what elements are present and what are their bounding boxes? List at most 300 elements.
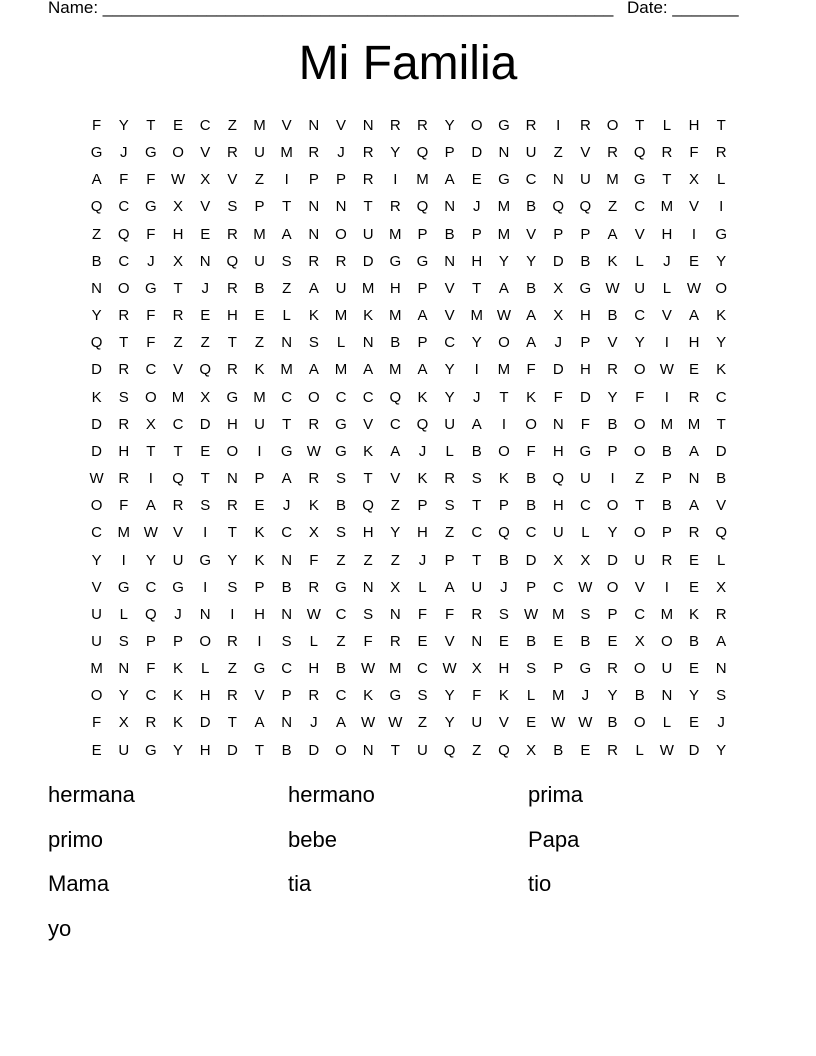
grid-letter: E	[689, 361, 700, 379]
grid-letter: G	[579, 442, 592, 460]
grid-letter: N	[281, 551, 293, 569]
grid-letter: F	[91, 117, 102, 134]
grid-letter: R	[335, 252, 347, 270]
grid-letter: B	[607, 307, 618, 325]
grid-letter: G	[335, 442, 347, 460]
grid-letter: P	[254, 470, 265, 488]
grid-letter: W	[659, 741, 674, 759]
grid-letter: C	[335, 605, 347, 623]
grid-letter: Z	[173, 334, 183, 352]
grid-letter: Q	[416, 415, 429, 433]
grid-letter: R	[715, 605, 727, 623]
grid-letter: B	[661, 442, 672, 460]
grid-letter: G	[90, 144, 103, 162]
grid-letter: S	[716, 687, 727, 705]
grid-letter: E	[173, 117, 184, 134]
grid-letter: W	[361, 660, 376, 678]
grid-row	[83, 492, 735, 519]
grid-letter: J	[201, 279, 209, 297]
grid-letter: O	[633, 714, 646, 732]
grid-letter: B	[526, 632, 537, 650]
grid-letter: K	[363, 442, 374, 460]
grid-letter: M	[416, 171, 429, 189]
grid-letter: C	[471, 524, 483, 542]
grid-letter: B	[335, 497, 346, 515]
grid-letter: R	[389, 117, 401, 134]
grid-letter: N	[362, 741, 374, 759]
grid-letter: O	[606, 117, 619, 134]
grid-letter: D	[308, 741, 320, 759]
grid-letter: K	[417, 470, 428, 488]
grid-letter: V	[390, 470, 401, 488]
grid-letter: P	[417, 225, 428, 243]
grid-letter: M	[280, 144, 293, 162]
grid-letter: K	[173, 660, 184, 678]
grid-letter: F	[553, 388, 563, 406]
grid-letter: E	[417, 632, 428, 650]
grid-letter: V	[173, 361, 184, 379]
grid-letter: Y	[145, 551, 156, 569]
grid-letter: M	[171, 388, 185, 406]
grid-letter: G	[579, 279, 592, 297]
grid-letter: D	[199, 714, 211, 732]
grid-letter: M	[334, 307, 348, 325]
grid-letter: O	[90, 497, 103, 515]
grid-letter: M	[253, 388, 266, 406]
grid-letter: Y	[227, 551, 238, 569]
grid-letter: R	[471, 605, 483, 623]
grid-letter: K	[689, 605, 700, 623]
grid-letter: T	[227, 524, 237, 542]
grid-letter: J	[500, 578, 508, 596]
grid-letter: Q	[362, 497, 374, 515]
grid-letter: N	[389, 605, 401, 623]
grid-row	[83, 737, 735, 764]
grid-letter: M	[470, 307, 484, 325]
grid-letter: S	[281, 632, 292, 650]
grid-letter: K	[363, 307, 374, 325]
grid-letter: Z	[472, 741, 482, 759]
grid-letter: R	[226, 225, 238, 243]
grid-letter: E	[580, 741, 591, 759]
grid-letter: T	[173, 279, 183, 297]
grid-letter: N	[444, 198, 456, 216]
grid-letter: B	[689, 632, 700, 650]
grid-letter: B	[526, 198, 537, 216]
grid-letter: D	[91, 361, 102, 379]
grid-letter: W	[306, 605, 321, 623]
grid-letter: Q	[443, 741, 456, 759]
grid-letter: F	[146, 307, 156, 325]
grid-letter: O	[525, 415, 537, 433]
grid-letter: N	[362, 578, 374, 596]
grid-letter: A	[498, 279, 509, 297]
grid-letter: A	[308, 279, 319, 297]
grid-letter: R	[525, 117, 537, 134]
word-list-item: prima	[528, 782, 584, 807]
grid-letter: O	[633, 524, 646, 542]
grid-letter: Z	[390, 497, 400, 515]
grid-letter: W	[659, 361, 674, 379]
grid-letter: X	[145, 415, 156, 433]
grid-letter: V	[661, 307, 672, 325]
grid-letter: R	[661, 551, 673, 569]
grid-letter: X	[553, 307, 564, 325]
grid-letter: Q	[579, 198, 592, 216]
grid-row	[83, 139, 735, 166]
grid-letter: I	[610, 470, 615, 488]
grid-letter: Z	[227, 117, 237, 134]
grid-letter: V	[580, 144, 591, 162]
word-list-item: primo	[48, 826, 104, 852]
grid-letter: R	[362, 144, 374, 162]
grid-letter: O	[335, 225, 347, 243]
grid-letter: A	[417, 307, 428, 325]
grid-letter: Z	[227, 660, 237, 678]
grid-letter: N	[308, 117, 320, 134]
grid-letter: G	[226, 388, 239, 406]
grid-letter: F	[417, 605, 428, 623]
grid-letter: Y	[634, 334, 645, 352]
grid-letter: Y	[607, 524, 618, 542]
grid-letter: N	[91, 279, 102, 297]
grid-letter: V	[634, 578, 645, 596]
grid-letter: O	[226, 442, 239, 460]
grid-letter: F	[580, 415, 590, 433]
grid-letter: F	[146, 334, 156, 352]
grid-letter: X	[118, 714, 129, 732]
grid-letter: H	[199, 741, 211, 759]
grid-letter: H	[172, 225, 184, 243]
grid-letter: I	[691, 225, 697, 243]
grid-letter: I	[556, 117, 561, 134]
grid-letter: V	[634, 225, 645, 243]
grid-letter: R	[308, 252, 320, 270]
grid-letter: Y	[526, 252, 537, 270]
grid-row	[83, 411, 735, 438]
grid-letter: I	[284, 171, 289, 189]
grid-letter: W	[89, 470, 104, 488]
grid-letter: G	[199, 551, 212, 569]
grid-letter: Y	[444, 687, 455, 705]
grid-letter: W	[170, 171, 186, 189]
grid-letter: L	[635, 252, 644, 270]
grid-letter: U	[471, 714, 483, 732]
grid-letter: W	[578, 714, 593, 732]
grid-letter: E	[689, 551, 700, 569]
grid-letter: A	[281, 225, 292, 243]
grid-letter: Z	[254, 334, 265, 352]
grid-letter: E	[91, 741, 102, 759]
grid-letter: Z	[553, 144, 563, 162]
grid-letter: V	[200, 144, 211, 162]
grid-letter: A	[444, 171, 455, 189]
grid-letter: R	[226, 497, 238, 515]
grid-letter: O	[633, 361, 646, 379]
grid-letter: Z	[282, 279, 292, 297]
grid-row	[83, 329, 735, 356]
grid-row	[83, 438, 735, 465]
grid-letter: U	[552, 524, 564, 542]
grid-letter: I	[203, 578, 208, 596]
grid-letter: E	[689, 252, 700, 270]
grid-letter: D	[362, 252, 374, 270]
grid-letter: U	[91, 632, 102, 650]
grid-letter: T	[146, 117, 156, 134]
grid-letter: R	[715, 144, 727, 162]
grid-letter: T	[472, 279, 482, 297]
grid-row	[83, 112, 735, 139]
grid-letter: R	[308, 144, 320, 162]
grid-letter: N	[199, 605, 211, 623]
grid-letter: V	[227, 171, 238, 189]
grid-letter: R	[688, 524, 700, 542]
grid-letter: P	[444, 551, 455, 569]
grid-letter: W	[143, 524, 158, 542]
grid-letter: R	[226, 361, 238, 379]
grid-letter: O	[606, 578, 619, 596]
grid-letter: W	[523, 605, 539, 623]
grid-letter: G	[145, 741, 157, 759]
grid-letter: Z	[336, 551, 346, 569]
grid-letter: T	[635, 117, 645, 134]
grid-letter: N	[444, 252, 456, 270]
grid-row	[83, 384, 735, 411]
grid-letter: L	[282, 307, 291, 325]
grid-letter: J	[282, 497, 291, 515]
grid-letter: N	[118, 660, 130, 678]
grid-letter: G	[416, 252, 429, 270]
grid-letter: R	[661, 144, 673, 162]
grid-letter: I	[393, 171, 398, 189]
word-list-item: yo	[48, 916, 72, 942]
grid-letter: G	[335, 415, 347, 433]
grid-letter: C	[199, 117, 211, 134]
grid-letter: C	[444, 334, 456, 352]
word-list-item: bebe	[288, 826, 337, 852]
grid-letter: Z	[336, 632, 346, 650]
grid-letter: R	[145, 714, 157, 732]
grid-letter: H	[389, 279, 401, 297]
grid-letter: B	[390, 334, 401, 352]
grid-letter: R	[389, 198, 401, 216]
grid-letter: G	[172, 578, 184, 596]
grid-letter: S	[471, 470, 482, 488]
grid-row	[83, 628, 735, 655]
grid-letter: D	[471, 144, 483, 162]
grid-letter: A	[335, 714, 346, 732]
grid-letter: W	[388, 714, 403, 732]
grid-letter: Q	[498, 741, 510, 759]
grid-letter: T	[146, 442, 156, 460]
grid-row	[83, 465, 735, 492]
grid-letter: L	[309, 632, 318, 650]
grid-letter: P	[417, 279, 428, 297]
grid-letter: D	[579, 388, 591, 406]
grid-letter: G	[579, 660, 592, 678]
grid-letter: P	[335, 171, 346, 189]
grid-row	[83, 275, 735, 302]
grid-letter: C	[525, 524, 537, 542]
grid-letter: A	[281, 470, 292, 488]
grid-letter: X	[553, 551, 564, 569]
grid-letter: Y	[607, 687, 618, 705]
grid-letter: Q	[715, 524, 727, 542]
grid-letter: N	[335, 198, 347, 216]
grid-letter: L	[717, 171, 726, 189]
grid-letter: T	[254, 741, 265, 759]
grid-letter: I	[148, 470, 153, 488]
grid-letter: M	[389, 307, 402, 325]
grid-letter: H	[308, 660, 320, 678]
word-list-item: Papa	[528, 826, 580, 852]
grid-letter: R	[417, 117, 428, 134]
grid-letter: B	[607, 714, 618, 732]
grid-letter: I	[203, 524, 208, 542]
grid-letter: B	[471, 442, 482, 460]
grid-letter: F	[119, 497, 129, 515]
grid-letter: Q	[633, 144, 646, 162]
grid-letter: T	[499, 388, 509, 406]
grid-letter: G	[498, 117, 510, 134]
grid-letter: L	[662, 714, 672, 732]
grid-letter: A	[417, 361, 428, 379]
grid-letter: Q	[199, 361, 212, 379]
grid-letter: W	[442, 660, 457, 678]
grid-letter: K	[91, 388, 102, 406]
grid-letter: O	[606, 497, 619, 515]
grid-letter: D	[552, 361, 564, 379]
grid-letter: K	[308, 497, 319, 515]
grid-letter: K	[173, 714, 184, 732]
grid-letter: T	[472, 551, 482, 569]
grid-letter: P	[526, 578, 537, 596]
grid-letter: B	[526, 497, 537, 515]
grid-letter: S	[335, 524, 346, 542]
grid-letter: X	[390, 578, 401, 596]
grid-letter: J	[473, 198, 481, 216]
grid-letter: H	[226, 307, 238, 325]
grid-letter: V	[444, 307, 455, 325]
grid-letter: P	[444, 144, 455, 162]
grid-letter: I	[664, 578, 669, 596]
grid-letter: Y	[390, 144, 401, 162]
grid-letter: U	[579, 171, 591, 189]
grid-letter: H	[688, 334, 700, 352]
grid-letter: G	[145, 198, 157, 216]
grid-letter: Y	[716, 252, 727, 270]
grid-letter: M	[361, 279, 375, 297]
grid-letter: E	[254, 307, 265, 325]
grid-letter: O	[307, 388, 320, 406]
grid-letter: Q	[90, 198, 103, 216]
grid-letter: X	[308, 524, 319, 542]
word-list-item: hermano	[288, 782, 375, 807]
grid-letter: H	[471, 252, 483, 270]
grid-letter: M	[90, 660, 103, 678]
grid-letter: V	[444, 279, 455, 297]
grid-letter: E	[689, 660, 700, 678]
grid-letter: B	[553, 741, 564, 759]
grid-letter: R	[607, 144, 618, 162]
grid-letter: R	[118, 415, 130, 433]
grid-letter: G	[498, 171, 510, 189]
grid-letter: R	[118, 307, 130, 325]
grid-letter: K	[173, 687, 184, 705]
grid-letter: J	[119, 144, 128, 162]
grid-letter: A	[254, 714, 265, 732]
grid-letter: H	[552, 442, 564, 460]
grid-letter: T	[119, 334, 129, 352]
grid-letter: U	[471, 578, 483, 596]
grid-letter: L	[717, 551, 726, 569]
grid-letter: B	[716, 470, 727, 488]
grid-letter: S	[417, 687, 428, 705]
grid-letter: P	[607, 442, 618, 460]
grid-letter: S	[227, 578, 238, 596]
grid-row	[83, 709, 735, 736]
grid-letter: D	[688, 741, 700, 759]
grid-letter: T	[716, 415, 726, 433]
grid-letter: E	[526, 714, 537, 732]
grid-letter: J	[581, 687, 590, 705]
grid-letter: R	[607, 741, 618, 759]
grid-letter: T	[173, 442, 183, 460]
grid-letter: P	[281, 687, 292, 705]
grid-letter: P	[580, 334, 591, 352]
grid-row	[83, 166, 735, 193]
grid-letter: C	[145, 687, 157, 705]
grid-letter: V	[498, 714, 509, 732]
grid-letter: R	[579, 117, 591, 134]
grid-letter: T	[227, 334, 237, 352]
grid-letter: P	[254, 578, 265, 596]
grid-letter: M	[389, 660, 402, 678]
grid-letter: V	[281, 117, 292, 134]
grid-letter: J	[147, 252, 155, 270]
grid-letter: G	[145, 144, 157, 162]
grid-letter: U	[634, 551, 646, 569]
grid-letter: K	[417, 388, 428, 406]
grid-letter: G	[145, 279, 157, 297]
grid-letter: C	[145, 361, 157, 379]
grid-letter: N	[688, 470, 700, 488]
grid-letter: H	[579, 307, 591, 325]
grid-letter: S	[227, 198, 238, 216]
grid-letter: J	[554, 334, 562, 352]
grid-letter: N	[199, 252, 211, 270]
grid-letter: V	[444, 632, 455, 650]
grid-letter: T	[227, 714, 237, 732]
grid-letter: H	[226, 415, 238, 433]
grid-letter: P	[580, 225, 591, 243]
grid-letter: Y	[444, 714, 455, 732]
word-list-item: hermana	[48, 782, 135, 807]
grid-letter: C	[281, 660, 293, 678]
grid-letter: B	[634, 687, 645, 705]
grid-letter: S	[335, 470, 346, 488]
grid-letter: Q	[416, 198, 429, 216]
grid-letter: L	[445, 442, 454, 460]
grid-letter: W	[496, 307, 511, 325]
grid-letter: L	[635, 741, 644, 759]
grid-letter: T	[282, 198, 292, 216]
grid-letter: L	[201, 660, 210, 678]
grid-letter: M	[497, 361, 511, 379]
grid-letter: R	[389, 632, 401, 650]
grid-letter: C	[145, 578, 157, 596]
grid-letter: L	[662, 279, 672, 297]
